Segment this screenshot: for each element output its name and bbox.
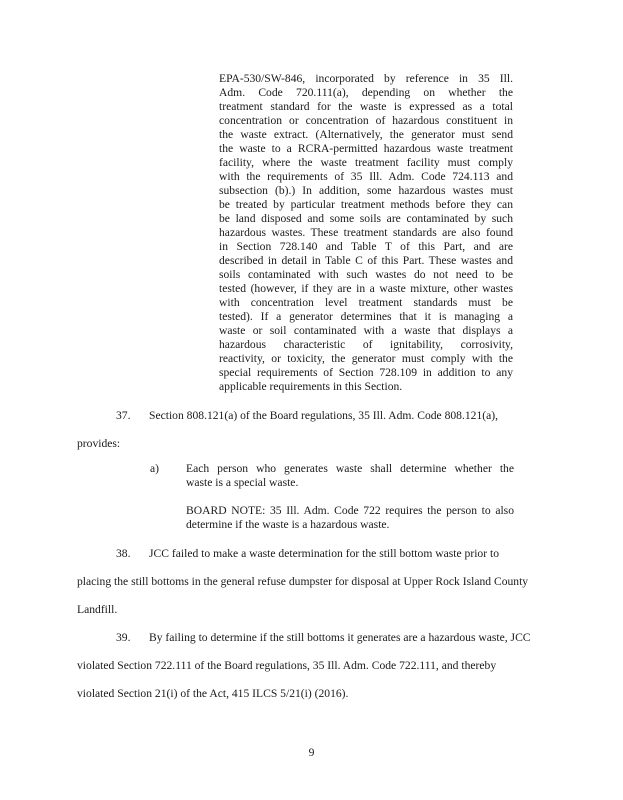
quote-line: treatment standard for the waste is expressed as a total — [219, 100, 513, 113]
list-item-text: waste is a special waste. — [186, 476, 299, 489]
paragraph-number: 37. — [116, 409, 131, 422]
quote-line: hazardous characteristic of ignitability, corrosivity, — [219, 338, 513, 351]
paragraph-text: violated Section 722.111 of the Board regulations, 35 Ill. Adm. Code 722.111, and thereby — [77, 659, 497, 672]
quote-line: tested). If a generator determines that it is managing a — [219, 310, 513, 323]
quote-line: the waste extract. (Alternatively, the generator must send — [219, 128, 513, 141]
paragraph-text: placing the still bottoms in the general refuse dumpster for disposal at Upper Rock Island County — [77, 575, 529, 588]
paragraph-number: 38. — [116, 547, 131, 560]
quote-line: hazardous wastes. These treatment standards are also found — [219, 226, 513, 239]
quote-line: waste or soil contaminated with a waste that displays a — [219, 324, 513, 337]
paragraph-text: JCC failed to make a waste determination for the still bottom waste prior to — [149, 547, 499, 560]
quote-line: EPA-530/SW-846, incorporated by reference in 35 Ill. — [219, 72, 513, 85]
paragraph-text: provides: — [77, 437, 121, 450]
paragraph-text: violated Section 21(i) of the Act, 415 ILCS 5/21(i) (2016). — [77, 687, 349, 700]
paragraph-text: Landfill. — [77, 603, 118, 616]
quote-line: Adm. Code 720.111(a), depending on whether the — [219, 86, 513, 99]
board-note: BOARD NOTE: 35 Ill. Adm. Code 722 requires the person to also — [186, 504, 514, 517]
quote-line: reactivity, or toxicity, the generator must comply with the — [219, 352, 513, 365]
quote-line: described in detail in Table C of this Part. These wastes and — [219, 254, 513, 267]
quote-line: soils contaminated with such wastes do not need to be — [219, 268, 513, 281]
quote-line: the waste to a RCRA-permitted hazardous waste treatment — [219, 142, 513, 155]
quote-line: in Section 728.140 and Table T of this Part, and are — [219, 240, 513, 253]
quote-line: with concentration level treatment standards must be — [219, 296, 513, 309]
quote-line: be land disposed and some soils are contaminated by such — [219, 212, 513, 225]
quote-line: subsection (b).) In addition, some hazardous wastes must — [219, 184, 513, 197]
quote-line: facility, where the waste treatment facility must comply — [219, 156, 513, 169]
quote-line: be treated by particular treatment methods before they can — [219, 198, 513, 211]
list-item-label: a) — [150, 462, 160, 475]
quote-line: tested (however, if they are in a waste mixture, other wastes — [219, 282, 513, 295]
paragraph-text: By failing to determine if the still bottoms it generates are a hazardous waste, JCC — [149, 631, 531, 644]
paragraph-text: Section 808.121(a) of the Board regulations, 35 Ill. Adm. Code 808.121(a), — [149, 409, 499, 422]
quote-line: with the requirements of 35 Ill. Adm. Code 724.113 and — [219, 170, 513, 183]
quote-line: special requirements of Section 728.109 in addition to any — [219, 366, 513, 379]
paragraph-number: 39. — [116, 631, 131, 644]
board-note: determine if the waste is a hazardous waste. — [186, 518, 390, 531]
quote-line: concentration or concentration of hazardous constituent in — [219, 114, 513, 127]
page-number: 9 — [308, 746, 315, 759]
list-item-text: Each person who generates waste shall determine whether the — [186, 462, 514, 475]
quote-line: applicable requirements in this Section. — [219, 380, 403, 393]
